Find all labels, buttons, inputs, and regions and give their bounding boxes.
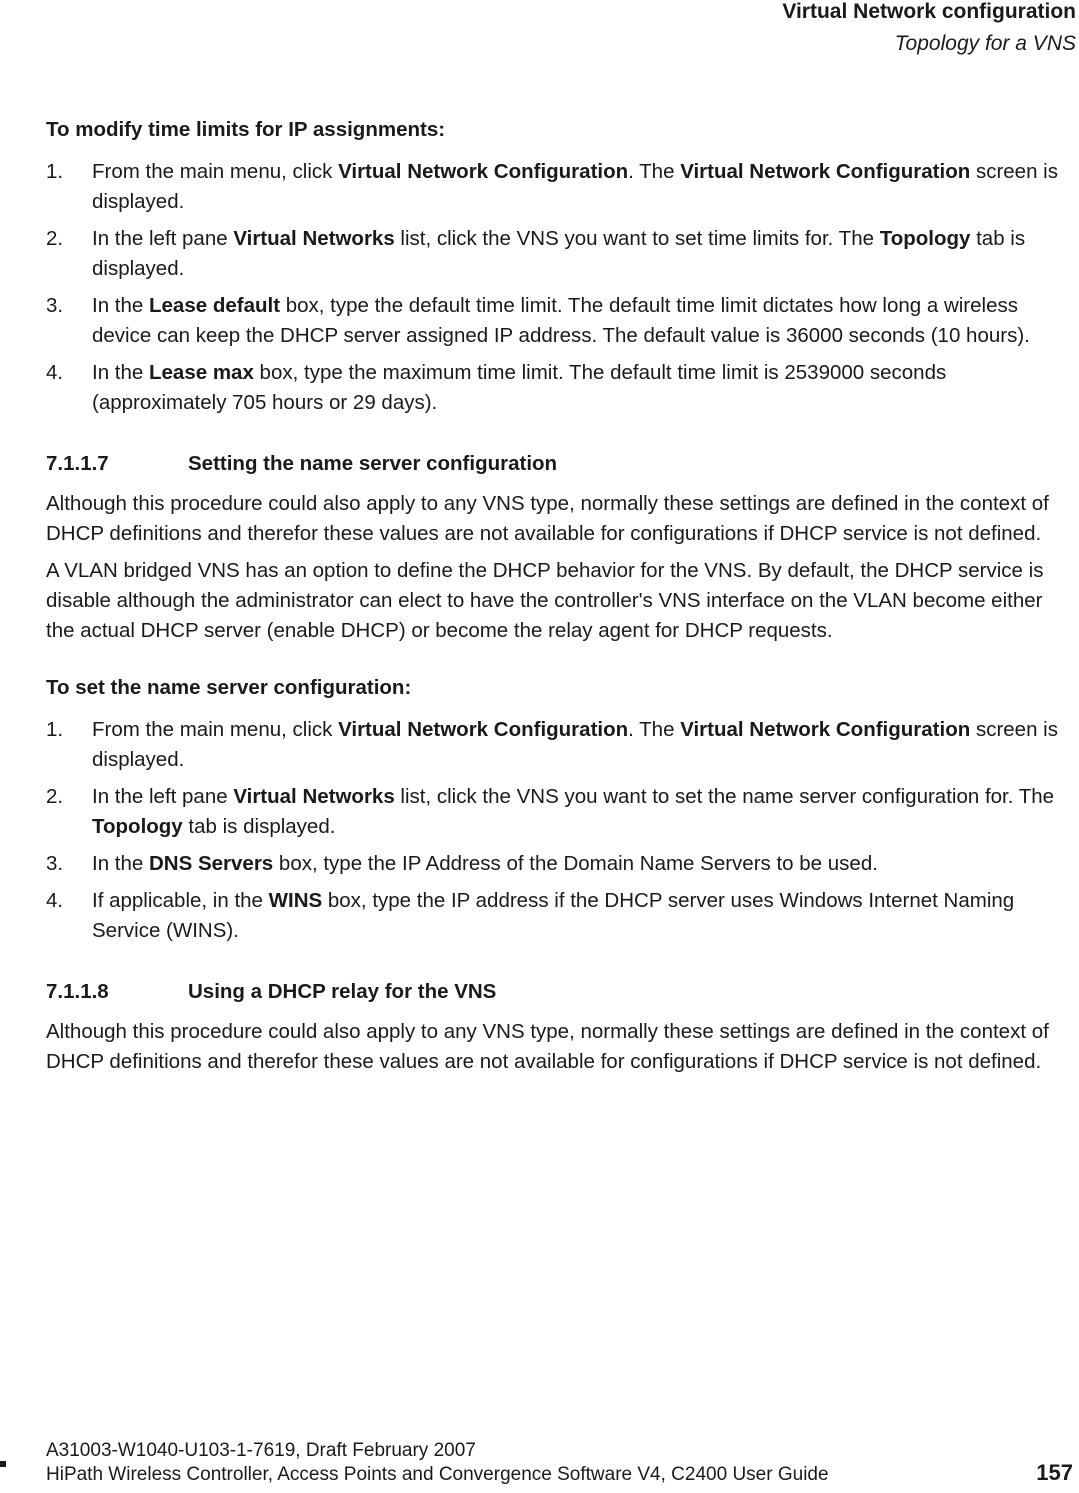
main-content [46,115,1076,1084]
procedure-step [46,715,1076,775]
section-title: Setting the name server configuration [188,452,558,475]
page-number: 157 [1036,1460,1073,1485]
page-corner-mark [0,1461,6,1467]
footer-document-id: A31003-W1040-U103-1-7619, Draft February 2007 [46,1440,476,1461]
section-heading-7-1-1-8 [46,977,1076,1007]
ui-term: WINS [268,889,323,912]
ui-term: Virtual Networks [233,785,395,808]
ui-term: Topology [879,227,971,250]
ui-term: Topology [92,815,183,838]
ui-term: Virtual Networks [233,227,395,250]
step-number: 1. [46,160,64,183]
footer-product-title: HiPath Wireless Controller, Access Points and Convergence Software V4, C2400 User Guide [46,1464,829,1485]
step-text: If applicable, in the WINS box, type the IP address if the DHCP server uses Windows Internet Naming Service (WINS). [92,889,1015,942]
procedure-step [46,291,1076,351]
step-text: In the left pane Virtual Networks list, click the VNS you want to set the name server configuration for. The Topology tab is displayed. [92,785,1055,838]
step-text: In the Lease default box, type the default time limit. The default time limit dictates how long a wireless device can keep the DHCP server assigned IP address. The default value is 36000 seconds (10 hours). [92,294,1030,347]
ui-term: Virtual Network Configuration [680,718,971,741]
body-paragraph: Although this procedure could also apply to any VNS type, normally these settings are defined in the context of DHCP definitions and therefor these values are not available for configurations if DHCP service is not defined. [46,492,1049,545]
header-section-subtitle: Topology for a VNS [894,32,1076,55]
procedure-heading-time-limits: To modify time limits for IP assignments: [46,118,446,141]
step-number: 3. [46,294,64,317]
step-text: In the DNS Servers box, type the IP Address of the Domain Name Servers to be used. [92,852,878,875]
step-text: In the Lease max box, type the maximum time limit. The default time limit is 2539000 seconds (approximately 705 hours or 29 days). [92,361,947,414]
ui-term: Virtual Network Configuration [338,718,629,741]
step-number: 4. [46,889,64,912]
ui-term: Lease max [149,361,254,384]
procedure-step [46,886,1076,946]
procedure-step [46,157,1076,217]
section-number: 7.1.1.8 [46,980,109,1003]
procedure-step [46,224,1076,284]
procedure-step [46,849,1076,879]
section-number: 7.1.1.7 [46,452,109,475]
ui-term: Virtual Network Configuration [338,160,629,183]
body-paragraph: A VLAN bridged VNS has an option to define the DHCP behavior for the VNS. By default, the DHCP service is disable although the administrator can elect to have the controller's VNS interface on the VLAN become either the actual DHCP server (enable DHCP) or become the relay agent for DHCP requests. [46,559,1044,642]
procedure-heading-name-server: To set the name server configuration: [46,676,412,699]
ui-term: DNS Servers [149,852,274,875]
procedure-step [46,358,1076,418]
step-text: In the left pane Virtual Networks list, click the VNS you want to set time limits for. The Topology tab is displayed. [92,227,1026,280]
step-number: 1. [46,718,64,741]
ui-term: Lease default [149,294,281,317]
step-number: 2. [46,227,64,250]
header-chapter-title: Virtual Network configuration [782,0,1076,23]
section-title: Using a DHCP relay for the VNS [188,980,497,1003]
ui-term: Virtual Network Configuration [680,160,971,183]
section-heading-7-1-1-7 [46,449,1076,479]
body-paragraph: Although this procedure could also apply to any VNS type, normally these settings are defined in the context of DHCP definitions and therefor these values are not available for configurations if DHCP service is not defined. [46,1020,1049,1073]
step-text: From the main menu, click Virtual Network Configuration. The Virtual Network Configuration screen is displayed. [92,718,1058,771]
step-number: 2. [46,785,64,808]
procedure-step [46,782,1076,842]
step-number: 3. [46,852,64,875]
step-number: 4. [46,361,64,384]
step-text: From the main menu, click Virtual Network Configuration. The Virtual Network Configuration screen is displayed. [92,160,1058,213]
